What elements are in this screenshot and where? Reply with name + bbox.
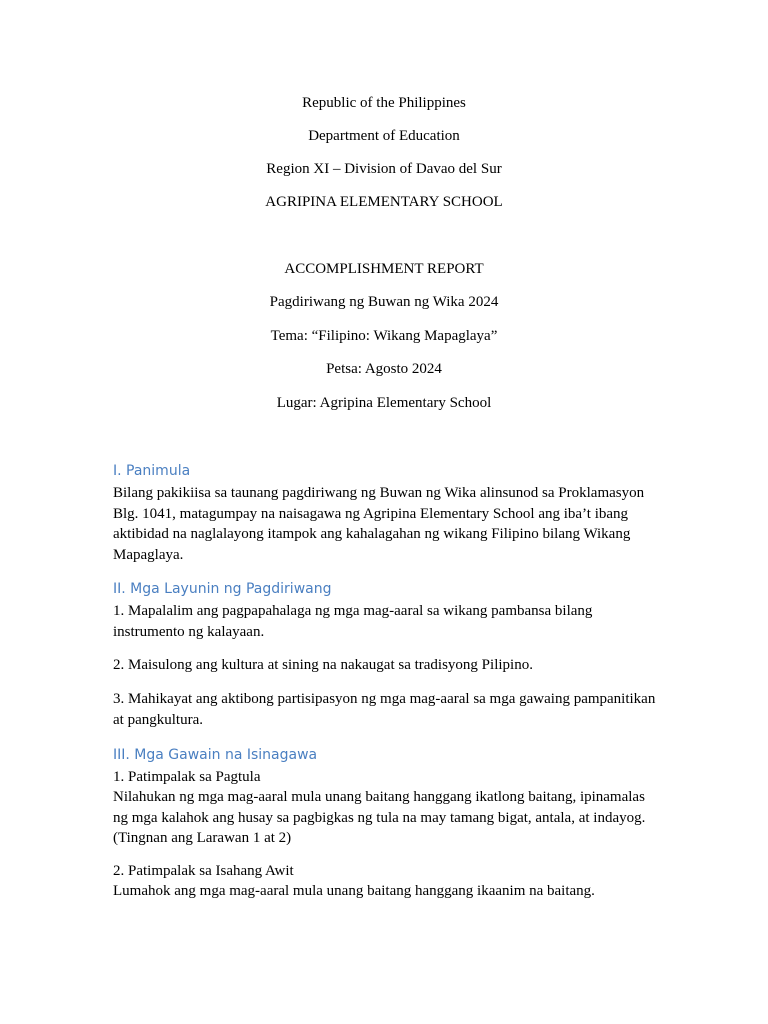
objective-item: 1. Mapalalim ang pagpapahalaga ng mga mag-aaral sa wikang pambansa bilang instrumento ng kalayaan.: [113, 603, 593, 640]
event-name: Pagdiriwang ng Buwan ng Wika 2024: [269, 294, 499, 310]
report-title: ACCOMPLISHMENT REPORT: [284, 261, 484, 277]
section-heading-activities: III. Mga Gawain na Isinagawa: [113, 747, 318, 763]
theme-line: Tema: “Filipino: Wikang Mapaglaya”: [270, 328, 498, 344]
activity-title: 2. Patimpalak sa Isahang Awit: [113, 863, 294, 879]
activity-title: 1. Patimpalak sa Pagtula: [113, 769, 261, 785]
objective-item: 2. Maisulong ang kultura at sining na nakaugat sa tradisyong Pilipino.: [113, 657, 533, 673]
republic-line: Republic of the Philippines: [302, 95, 466, 111]
objective-item: 3. Mahikayat ang aktibong partisipasyon ng mga mag-aaral sa mga gawaing pampanitikan at pangkultura.: [113, 691, 656, 728]
venue-line: Lugar: Agripina Elementary School: [276, 395, 492, 411]
region-line: Region XI – Division of Davao del Sur: [266, 161, 502, 177]
intro-paragraph: Bilang pakikiisa sa taunang pagdiriwang ng Buwan ng Wika alinsunod sa Proklamasyon Blg. 1041, matagumpay na naisagawa ng Agripina Elementary School ang iba’t ibang aktibidad na naglalayong itampok ang kahalagahan ng wikang Filipino bilang Wikang Mapaglaya.: [113, 485, 645, 563]
activity-description: Nilahukan ng mga mag-aaral mula unang baitang hanggang ikatlong baitang, ipinamalas ng mga kalahok ang husay sa pagbigkas ng tula na may tamang bigat, antala, at indayog. (Tingnan ang Larawan 1 at 2): [113, 789, 646, 846]
department-line: Department of Education: [308, 128, 460, 144]
activity-description: Lumahok ang mga mag-aaral mula unang baitang hanggang ikaanim na baitang.: [113, 883, 595, 899]
date-line: Petsa: Agosto 2024: [326, 361, 442, 377]
school-name: AGRIPINA ELEMENTARY SCHOOL: [265, 194, 503, 210]
section-heading-objectives: II. Mga Layunin ng Pagdiriwang: [113, 581, 332, 597]
section-heading-intro: I. Panimula: [113, 463, 191, 479]
